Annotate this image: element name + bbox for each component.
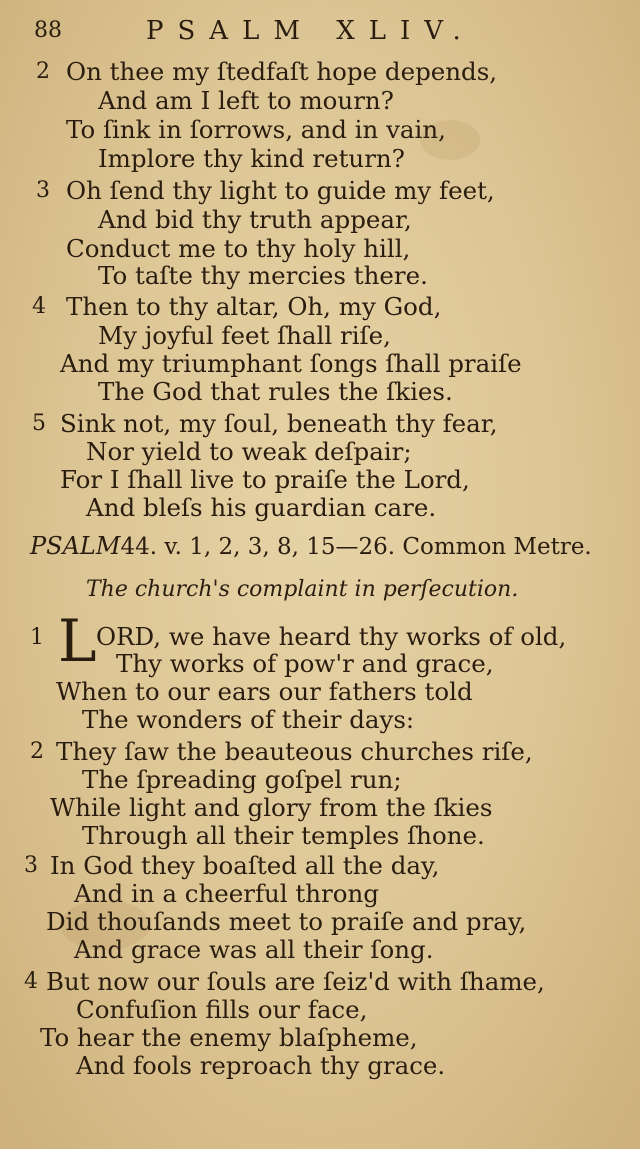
verse-line: My joyful feet ſhall riſe,: [98, 321, 391, 350]
verse-line: For I ſhall live to praiſe the Lord,: [60, 465, 470, 494]
verse-line: In God they boaſted all the day,: [50, 851, 440, 880]
verse-line: Nor yield to weak deſpair;: [86, 437, 412, 466]
verse-line: Confuſion fills our face,: [76, 995, 368, 1024]
verse-line: Oh ſend thy light to guide my feet,: [66, 176, 495, 205]
section-heading: [30, 532, 592, 560]
verse-line: Conduct me to thy holy hill,: [66, 234, 411, 263]
verse-line: But now our ſouls are ſeiz'd with ſhame,: [46, 967, 545, 996]
verse-line: When to our ears our fathers told: [56, 677, 473, 706]
verse-line: And in a cheerful throng: [74, 879, 379, 908]
verse-line: And bid thy truth appear,: [98, 205, 412, 234]
page-number: 88: [34, 18, 62, 43]
verse-number: 4: [32, 294, 46, 319]
verse-number: 4: [24, 969, 38, 994]
verse-number: 2: [30, 739, 44, 764]
verse-line: Through all their temples ſhone.: [82, 821, 485, 850]
verse-line: The ſpreading goſpel run;: [82, 765, 402, 794]
drop-cap: L: [58, 607, 97, 675]
running-title: PSALM XLIV.: [146, 16, 475, 46]
page-header: [34, 14, 504, 50]
section-heading-psalm: PSALM: [30, 532, 121, 560]
verse-line: On thee my ſtedfaſt hope depends,: [66, 57, 498, 86]
verse-line: And fools reproach thy grace.: [76, 1051, 446, 1080]
verse-line: ORD, we have heard thy works of old,: [96, 622, 567, 651]
verse-line: The God that rules the ſkies.: [98, 377, 453, 406]
verse-line: Did thouſands meet to praiſe and pray,: [46, 907, 527, 936]
verse-line: They ſaw the beauteous churches riſe,: [56, 737, 533, 766]
verse-line: While light and glory from the ſkies: [50, 793, 493, 822]
section-heading-details: 44. v. 1, 2, 3, 8, 15—26. Common Metre.: [120, 534, 592, 560]
verse-line: Implore thy kind return?: [98, 144, 405, 173]
verse-line: Then to thy altar, Oh, my God,: [66, 292, 442, 321]
verse-number: 3: [24, 853, 38, 878]
verse-line: And bleſs his guardian care.: [86, 493, 437, 522]
verse-number: 2: [36, 59, 50, 84]
verse-line: Sink not, my ſoul, beneath thy fear,: [60, 409, 498, 438]
verse-line: The wonders of their days:: [82, 705, 415, 734]
section-subtitle: The church's complaint in perſecution.: [86, 577, 519, 602]
verse-line: And grace was all their ſong.: [74, 935, 434, 964]
verse-number: 5: [32, 411, 46, 436]
verse-line: To taſte thy mercies there.: [98, 261, 428, 290]
verse-line: And am I left to mourn?: [98, 86, 394, 115]
verse-line: And my triumphant ſongs ſhall praiſe: [60, 349, 522, 378]
verse-line: To ſink in ſorrows, and in vain,: [66, 115, 446, 144]
verse-line: Thy works of pow'r and grace,: [116, 649, 494, 678]
verse-number: 3: [36, 178, 50, 203]
verse-number: 1: [30, 625, 44, 650]
verse-line: To hear the enemy blaſpheme,: [40, 1023, 418, 1052]
